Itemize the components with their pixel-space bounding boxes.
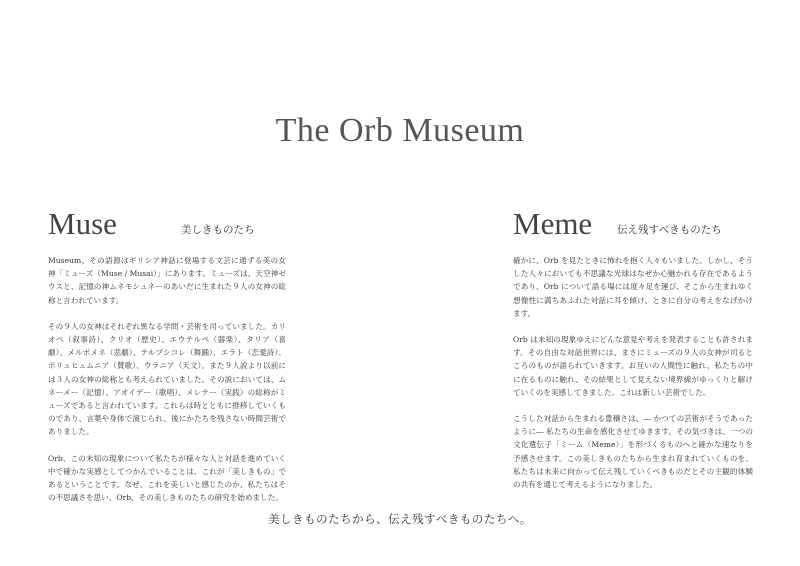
meme-paragraph: こうした対話から生まれる豊穣さは、― かつての芸術がそうであったように― 私たちの生命を感化させてゆきます。その気づきは、一つの文化遺伝子「ミーム（Meme）」を形づくるものへと確かな速なりを予感させます。この美しきものたちから生まれ育まれていくものを、私たちは未来に向かって伝え残していくべきものだとその主観的体験の共有を通じて考えるようになりました。: [513, 414, 753, 490]
meme-paragraph: 確かに、Orb を見たときに怖れを抱く人々もいました。しかし、そうした人々においても不思議な光球はなぜか心魅かれる存在であるようであり、Orb について語る場には度々足を運び、そこから生まれゆく想像性に満ちあふれた対話に耳を傾け、ときに自分の考えをなげかけます。: [513, 256, 753, 318]
muse-paragraph: その９人の女神はそれぞれ異なる学問・芸術を司っていました。カリオペ（叙事詩）、クリオ（歴史）、エウテルペ（器楽）、タリア（喜劇）、メルポメネ（悲劇）、テルプシコレ（舞踊）、エラト（恋愛詩）、ポリュヒュムニア（賛歌）、ウラニア（天文）。また９人説より以前には３人の女神の総称とも考えられていました。その説においては、ムネーメー（記憶）、アオイデー（歌唱）、メレテー（実践）の総称がミューズであると言われています。これらは時とともに推移していくものであり、言葉や身体で演じられ、後にかたちを残さない時間芸術でありました。: [48, 321, 286, 437]
meme-subheading: 伝え残すべきものたち: [617, 224, 722, 236]
meme-column: [513, 206, 753, 504]
muse-subheading: 美しきものたち: [181, 224, 255, 236]
page-title: The Orb Museum: [275, 112, 525, 149]
meme-body: [513, 254, 753, 491]
muse-column: [48, 206, 286, 517]
muse-body: [48, 254, 286, 504]
muse-header: [48, 206, 286, 242]
meme-heading: Meme: [513, 206, 593, 241]
muse-paragraph: Museum、その語源はギリシア神話に登場する文芸に通ずる美の女神「ミューズ（Muse / Musai）」にあります。ミューズは、天空神ゼウスと、記憶の神ムネモシュネーのあいだに生まれた９人の女神の総称と言われています。: [48, 256, 286, 305]
muse-heading: Muse: [48, 206, 117, 241]
meme-paragraph: Orb は未知の現象ゆえにどんな意見や考えを発表することも許されます。その自由な対話世界には、まさにミューズの９人の女神が司るところのものが語られていきます。お互いの人間性に触れ、私たちの中に在るものに触れ、その結果として見えない境界線がゆっくりと解けていくのを実感してきました。これは新しい芸術でした。: [513, 335, 753, 397]
muse-paragraph: Orb、この未知の現象について私たちが様々な人と対話を進めていく中で確かな実感としてつかんでいることは、これが「美しきもの」であるということです。なぜ、これを美しいと感じたのか、私たちはその不思議さを思い、Orb、その美しきものたちの研究を始めました。: [48, 453, 286, 503]
meme-header: [513, 206, 753, 242]
tagline: 美しきものたちから、伝え残すべきものたちへ。: [268, 512, 532, 526]
